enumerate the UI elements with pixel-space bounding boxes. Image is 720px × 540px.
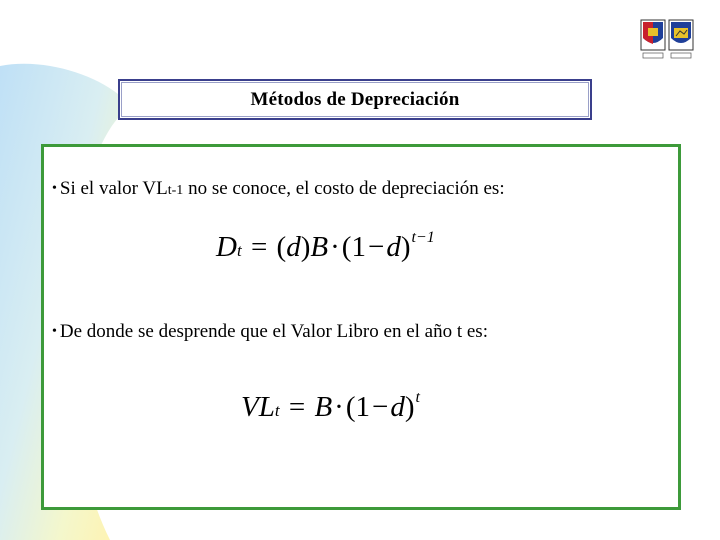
depreciation-cost-formula (216, 231, 435, 264)
formula-2-equals: = (288, 391, 306, 423)
logos (640, 18, 696, 62)
content-box (41, 144, 681, 510)
bullet-1-subscript: t-1 (167, 183, 184, 198)
slide-title: Métodos de Depreciación (250, 88, 460, 110)
formula-1-rate: d (286, 231, 301, 263)
formula-2-base: B (314, 391, 333, 423)
formula-1-equals: = (250, 231, 268, 263)
formula-1-base: B (310, 231, 329, 263)
bullet-1-text-pre: Si el valor VL (59, 178, 168, 199)
bullet-symbol: • (52, 181, 57, 196)
formula-1-lhs-subscript: t (236, 241, 242, 260)
book-value-formula (241, 391, 420, 424)
formula-1-minus: − (367, 231, 385, 263)
bullet-item-1 (52, 178, 505, 200)
formula-2-rate: d (390, 391, 405, 423)
formula-1-open-paren-2: (1 (341, 231, 366, 263)
formula-1-close-paren: ) (300, 231, 311, 263)
formula-1-dot: · (330, 231, 340, 263)
formula-1-rate-2: d (386, 231, 401, 263)
bullet-1-text-post: no se conoce, el costo de depreciación es: (183, 178, 505, 199)
slide-title-box (118, 79, 592, 120)
bullet-2-text: De donde se desprende que el Valor Libro en el año t es: (59, 321, 488, 342)
formula-2-minus: − (372, 391, 389, 423)
bullet-item-2 (52, 321, 488, 343)
formula-2-lhs: VL (241, 391, 275, 423)
formula-1-open-paren: ( (276, 231, 287, 263)
formula-2-close-paren: ) (404, 391, 415, 423)
formula-2-open-paren: (1 (345, 391, 370, 423)
formula-2-exponent: t (415, 389, 420, 406)
bullet-symbol: • (52, 324, 57, 339)
formula-2-lhs-subscript: t (274, 401, 280, 420)
university-crest-icon (641, 20, 665, 58)
university-crest-icon (669, 20, 693, 58)
formula-1-lhs: D (216, 231, 237, 263)
formula-2-dot: · (334, 391, 344, 423)
formula-1-close-paren-2: ) (400, 231, 411, 263)
formula-1-exponent: t−1 (411, 229, 435, 246)
